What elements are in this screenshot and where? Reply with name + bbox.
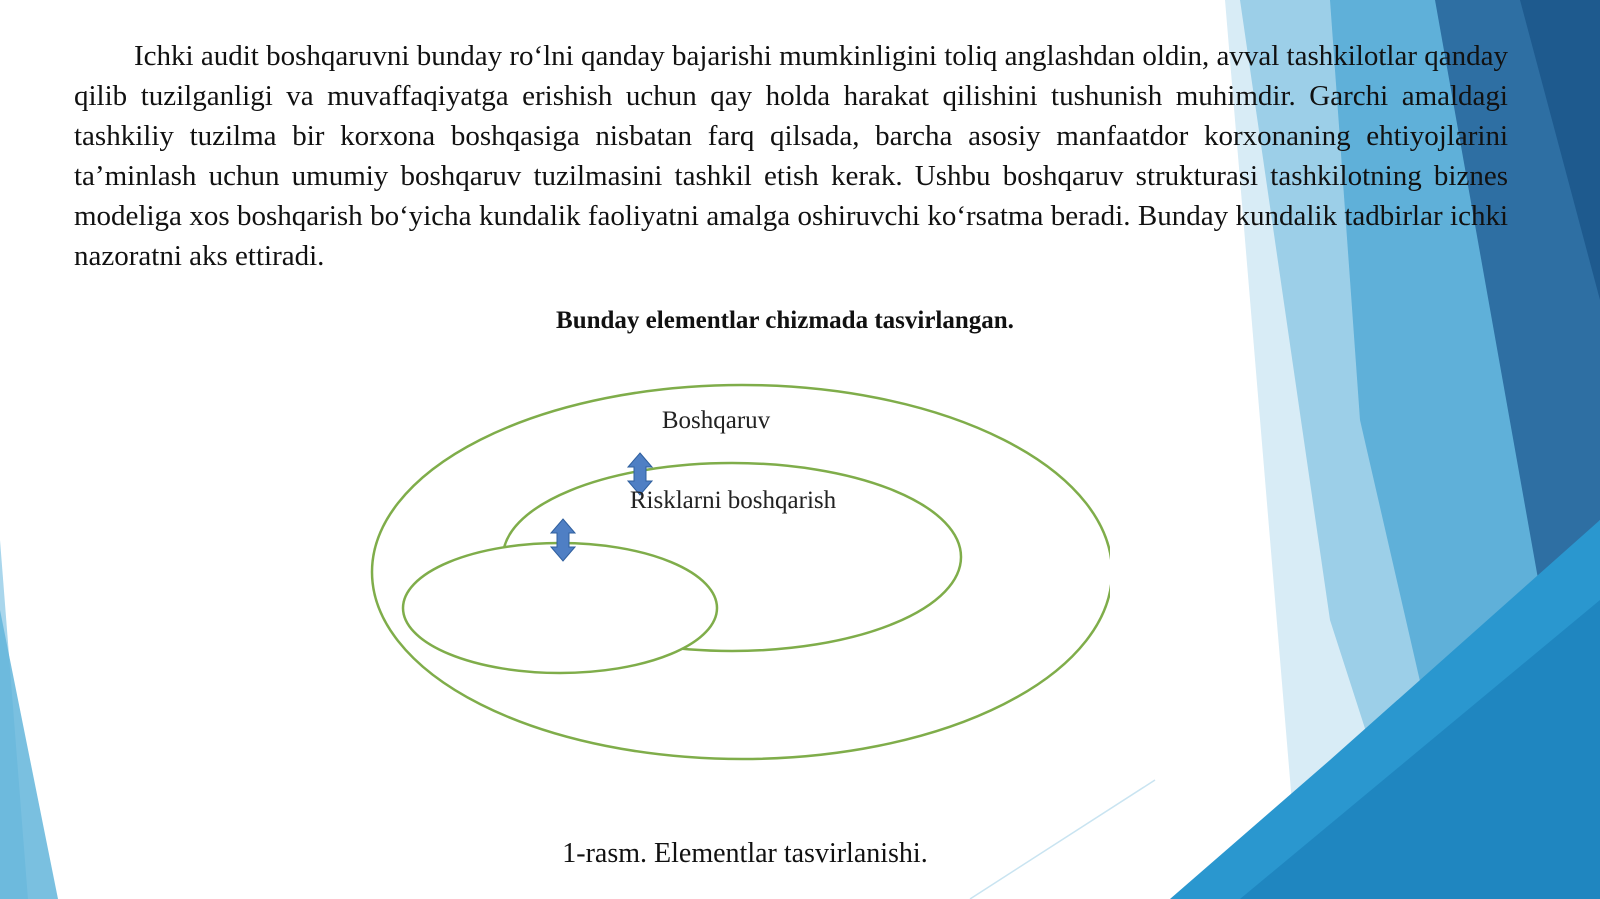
bg-thin-line (970, 780, 1155, 899)
figure-caption: 1-rasm. Elementlar tasvirlanishi. (562, 838, 928, 869)
body-paragraph: Ichki audit boshqaruvni bunday roʻlni qanday bajarishi mumkinligini toliq anglashdan oldin, avval tashkilotlar qanday qilib tuzilganligi va muvaffaqiyatga erishish uchun qay holda harakat qilishini tushunish muhimdir. Garchi amaldagi tashkiliy tuzilma bir korxona boshqasiga nisbatan farq qilsada, barcha asosiy manfaatdor korxonaning ehtiyojlarini taʼminlash uchun umumiy boshqaruv tuzilmasini tashkil etish kerak. Ushbu boshqaruv strukturasi tashkilotning biznes modeliga xos boshqarish boʻyicha kundalik faoliyatni amalga oshiruvchi koʻrsatma beradi. Bunday kundalik tadbirlar ichki nazoratni aks ettiradi. (74, 40, 1509, 272)
nested-ellipses-diagram (340, 370, 1110, 770)
diagram-heading: Bunday elementlar chizmada tasvirlangan. (556, 307, 1014, 334)
risk-management-label: Risklarni boshqarish (629, 487, 837, 514)
governance-label: Boshqaruv (661, 407, 771, 434)
inner-ellipse (403, 543, 717, 673)
